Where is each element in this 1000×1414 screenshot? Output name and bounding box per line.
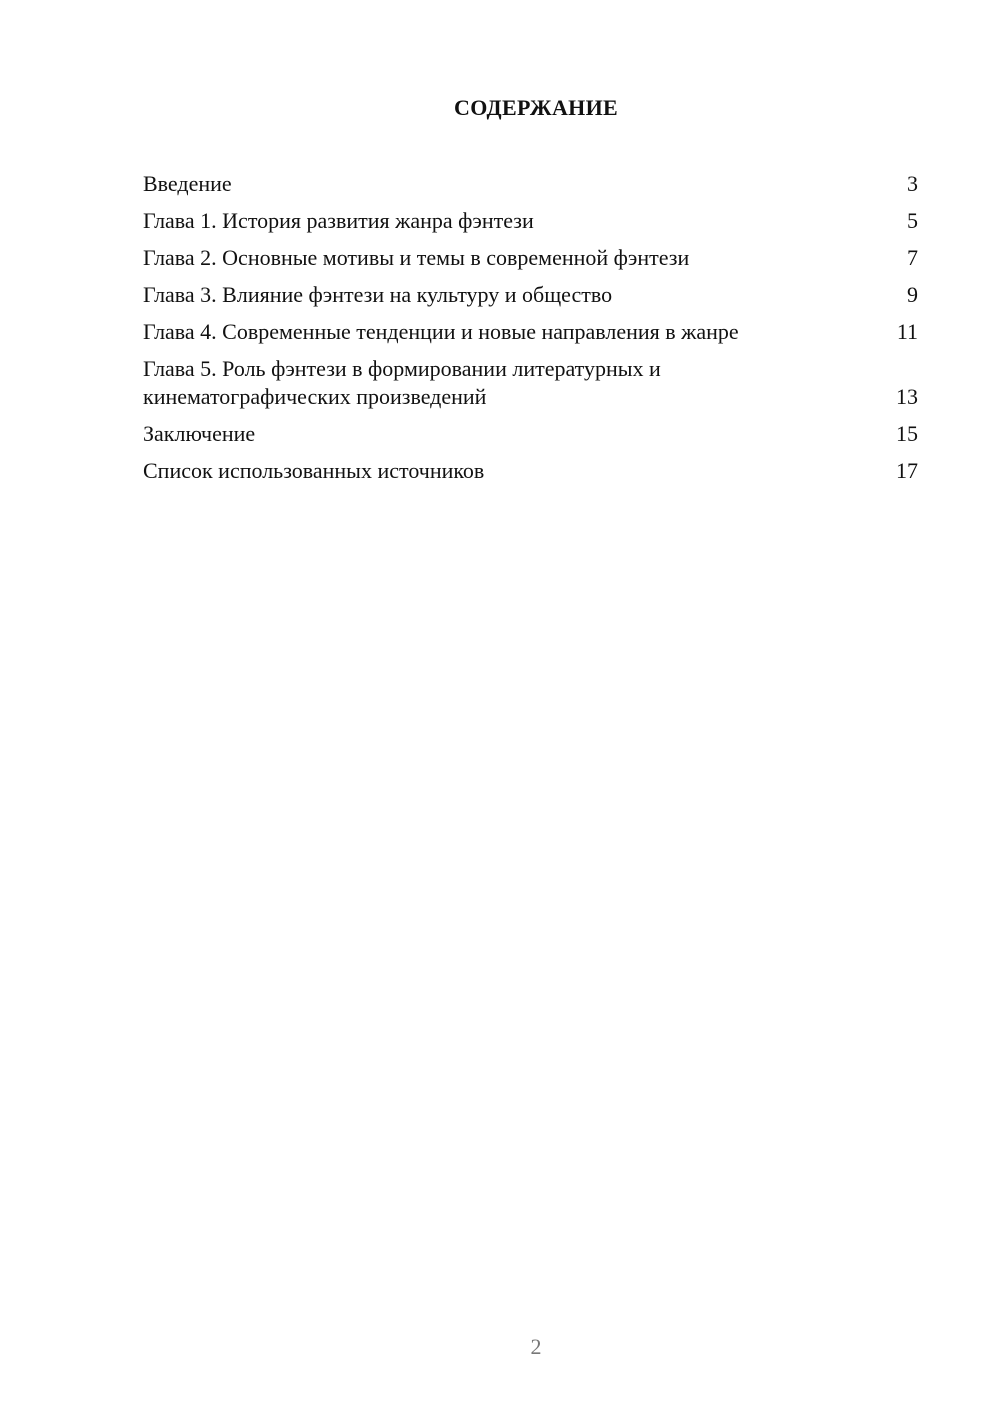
toc-entry-references — [143, 457, 918, 485]
toc-entry-chapter-1 — [143, 207, 918, 235]
toc-entry-title: Список использованных источников — [143, 458, 485, 483]
toc-entry-chapter-4 — [143, 318, 918, 346]
toc-entry-page: 15 — [896, 421, 918, 446]
toc-entry-title: Заключение — [143, 421, 256, 446]
toc-entry-title: Глава 1. История развития жанра фэнтези — [143, 208, 534, 233]
toc-entry-chapter-2 — [143, 244, 918, 272]
toc-entry-page: 3 — [907, 171, 918, 196]
toc-entry-page: 9 — [907, 282, 918, 307]
toc-entry-title: Глава 3. Влияние фэнтези на культуру и общество — [143, 282, 613, 307]
toc-entry-page: 5 — [907, 208, 918, 233]
toc-entry-introduction — [143, 170, 918, 198]
table-of-contents — [143, 170, 918, 494]
toc-entry-title: Глава 4. Современные тенденции и новые направления в жанре — [143, 319, 739, 344]
page-number: 2 — [530, 1334, 542, 1359]
page-title: СОДЕРЖАНИЕ — [454, 95, 618, 120]
toc-entry-page: 11 — [896, 319, 918, 344]
toc-entry-chapter-3 — [143, 281, 918, 309]
toc-entry-title: Введение — [143, 171, 232, 196]
toc-entry-page: 7 — [907, 245, 918, 270]
toc-entry-page: 17 — [896, 458, 918, 483]
toc-entry-title: Глава 5. Роль фэнтези в формировании литературных и кинематографических произведений — [143, 356, 661, 409]
toc-entry-chapter-5 — [143, 355, 918, 411]
toc-entry-conclusion — [143, 420, 918, 448]
toc-entry-title: Глава 2. Основные мотивы и темы в современной фэнтези — [143, 245, 690, 270]
toc-entry-page: 13 — [896, 384, 918, 409]
